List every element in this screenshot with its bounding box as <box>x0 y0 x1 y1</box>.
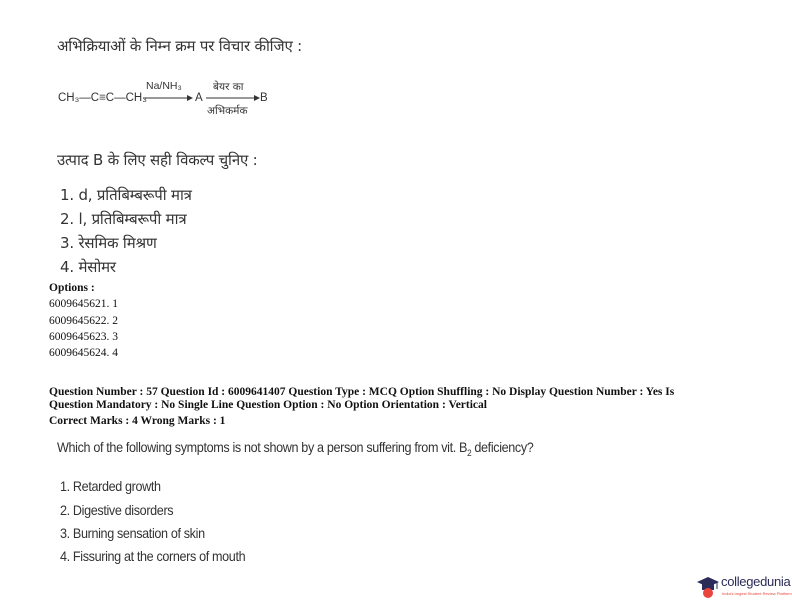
reagent-1: Na/NH₃ <box>146 80 182 92</box>
reactant: CH₃—C≡C—CH₃ <box>58 92 147 104</box>
product-b: B <box>260 92 268 104</box>
choice-2: 2. l, प्रतिबिम्बरूपी मात्र <box>60 210 187 228</box>
question-prompt: उत्पाद B के लिए सही विकल्प चुनिए : <box>57 151 258 169</box>
question-text-main: Which of the following symptoms is not shown by a person suffering from vit. B <box>57 439 468 455</box>
question-marks: Correct Marks : 4 Wrong Marks : 1 <box>49 415 226 427</box>
choice-1: 1. d, प्रतिबिम्बरूपी मात्र <box>60 186 192 204</box>
graduate-cap-icon <box>697 575 719 599</box>
option-id-3: 6009645623. 3 <box>49 331 118 343</box>
choice-4: 4. Fissuring at the corners of mouth <box>60 548 246 564</box>
question-intro: अभिक्रियाओं के निम्न क्रम पर विचार कीजिए : <box>57 37 302 55</box>
question-meta-line-2: Question Mandatory : No Single Line Question Option : No Option Orientation : Vertical <box>49 399 487 411</box>
question-meta-line-1: Question Number : 57 Question Id : 6009641407 Question Type : MCQ Option Shuffling : No Display Question Number : Yes Is <box>49 386 675 398</box>
reaction-arrow-2 <box>206 94 260 102</box>
option-id-4: 6009645624. 4 <box>49 347 118 359</box>
brand-name: collegedunia <box>721 574 791 589</box>
collegedunia-logo <box>697 572 792 604</box>
choice-2: 2. Digestive disorders <box>60 502 174 518</box>
question-text-end: deficiency? <box>471 439 534 455</box>
choice-3: 3. रेसमिक मिश्रण <box>60 234 157 252</box>
choice-1: 1. Retarded growth <box>60 478 161 494</box>
choice-4: 4. मेसोमर <box>60 258 116 276</box>
reagent-2-top: बेयर का <box>213 81 244 93</box>
intermediate-a: A <box>195 92 203 104</box>
option-id-1: 6009645621. 1 <box>49 298 118 310</box>
question-text <box>57 439 533 458</box>
options-label: Options : <box>49 282 95 294</box>
choice-3: 3. Burning sensation of skin <box>60 525 205 541</box>
brand-tagline: India's largest Student Review Platform <box>722 591 792 596</box>
reagent-2-bottom: अभिकर्मक <box>207 105 248 117</box>
option-id-2: 6009645622. 2 <box>49 315 118 327</box>
reaction-arrow-1 <box>143 94 193 102</box>
question-text-subscript: 2 <box>467 447 472 458</box>
